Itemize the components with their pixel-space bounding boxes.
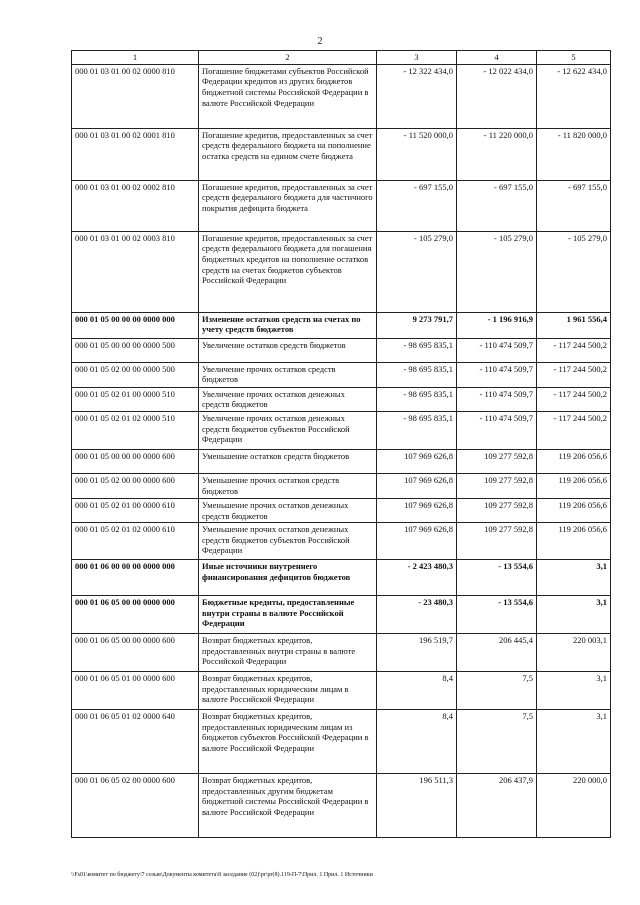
- name-cell: Погашение кредитов, предоставленных за счет средств федерального бюджета для погашения бюджетных кредитов на пополнение остатков средств на счетах бюджетов субъектов Российской Федерации: [199, 231, 377, 312]
- name-cell: Погашение бюджетами субъектов Российской Федерации кредитов из других бюджетов бюджетной системы Российской Федерации в валюте Российской Федерации: [199, 64, 377, 128]
- header-col-4: 4: [457, 51, 537, 65]
- value-2023-cell: - 13 554,6: [457, 560, 537, 596]
- value-2022-cell: 8,4: [377, 672, 457, 710]
- name-cell: Увеличение остатков средств бюджетов: [199, 338, 377, 362]
- header-col-3: 3: [377, 51, 457, 65]
- value-2023-cell: - 11 220 000,0: [457, 128, 537, 180]
- code-cell: 000 01 05 02 01 00 0000 610: [72, 498, 199, 522]
- header-col-1: 1: [72, 51, 199, 65]
- name-cell: Увеличение прочих остатков денежных средств бюджетов: [199, 387, 377, 411]
- table-row: [72, 498, 611, 522]
- value-2024-cell: - 697 155,0: [537, 180, 611, 231]
- name-cell: Уменьшение прочих остатков денежных средств бюджетов субъектов Российской Федерации: [199, 523, 377, 560]
- table-row: [72, 180, 611, 231]
- value-2023-cell: 109 277 592,8: [457, 498, 537, 522]
- table-row: [72, 449, 611, 473]
- table-row: [72, 312, 611, 338]
- code-cell: 000 01 05 02 00 00 0000 600: [72, 473, 199, 498]
- header-col-5: 5: [537, 51, 611, 65]
- table-row: [72, 596, 611, 634]
- header-col-2: 2: [199, 51, 377, 65]
- table-header-row: [72, 51, 611, 65]
- code-cell: 000 01 03 01 00 02 0003 810: [72, 231, 199, 312]
- table-row: [72, 231, 611, 312]
- value-2024-cell: 119 206 056,6: [537, 498, 611, 522]
- value-2022-cell: 9 273 791,7: [377, 312, 457, 338]
- table-row: [72, 387, 611, 411]
- name-cell: Увеличение прочих остатков денежных средств бюджетов субъектов Российской Федерации: [199, 411, 377, 449]
- value-2023-cell: - 110 474 509,7: [457, 338, 537, 362]
- value-2022-cell: 107 969 626,8: [377, 473, 457, 498]
- value-2023-cell: 206 445,4: [457, 634, 537, 672]
- value-2022-cell: - 98 695 835,1: [377, 411, 457, 449]
- value-2024-cell: - 117 244 500,2: [537, 338, 611, 362]
- value-2024-cell: 119 206 056,6: [537, 473, 611, 498]
- value-2024-cell: - 117 244 500,2: [537, 362, 611, 387]
- value-2022-cell: - 11 520 000,0: [377, 128, 457, 180]
- code-cell: 000 01 05 00 00 00 0000 600: [72, 449, 199, 473]
- value-2022-cell: 107 969 626,8: [377, 449, 457, 473]
- table-row: [72, 362, 611, 387]
- name-cell: Изменение остатков средств на счетах по учету средств бюджетов: [199, 312, 377, 338]
- value-2024-cell: - 117 244 500,2: [537, 411, 611, 449]
- value-2024-cell: 119 206 056,6: [537, 449, 611, 473]
- value-2024-cell: 3,1: [537, 560, 611, 596]
- value-2023-cell: 206 437,9: [457, 774, 537, 838]
- table-row: [72, 710, 611, 774]
- page-number: 2: [317, 36, 323, 47]
- value-2023-cell: 109 277 592,8: [457, 523, 537, 560]
- value-2023-cell: - 110 474 509,7: [457, 362, 537, 387]
- name-cell: Уменьшение прочих остатков средств бюджетов: [199, 473, 377, 498]
- code-cell: 000 01 06 05 01 02 0000 640: [72, 710, 199, 774]
- value-2023-cell: - 13 554,6: [457, 596, 537, 634]
- file-path-footer: \\Fs01\комитет по бюджету\7 созыв\Документы комитета\8 заседание (02)\pr\pr(8).119-П-7\Прил. 1 Прил. 1 Источники: [71, 872, 373, 878]
- value-2022-cell: - 2 423 480,3: [377, 560, 457, 596]
- code-cell: 000 01 06 00 00 00 0000 000: [72, 560, 199, 596]
- table-row: [72, 338, 611, 362]
- value-2024-cell: 3,1: [537, 710, 611, 774]
- value-2022-cell: - 98 695 835,1: [377, 338, 457, 362]
- name-cell: Возврат бюджетных кредитов, предоставленных другим бюджетам бюджетной системы Российской Федерации в валюте Российской Федерации: [199, 774, 377, 838]
- value-2022-cell: 196 511,3: [377, 774, 457, 838]
- value-2024-cell: - 11 820 000,0: [537, 128, 611, 180]
- value-2024-cell: 220 003,1: [537, 634, 611, 672]
- code-cell: 000 01 05 00 00 00 0000 500: [72, 338, 199, 362]
- value-2023-cell: 7,5: [457, 710, 537, 774]
- value-2022-cell: 107 969 626,8: [377, 498, 457, 522]
- value-2024-cell: 119 206 056,6: [537, 523, 611, 560]
- table-row: [72, 560, 611, 596]
- code-cell: 000 01 06 05 00 00 0000 600: [72, 634, 199, 672]
- value-2023-cell: - 12 022 434,0: [457, 64, 537, 128]
- value-2022-cell: - 12 322 434,0: [377, 64, 457, 128]
- table-row: [72, 672, 611, 710]
- value-2024-cell: - 12 622 434,0: [537, 64, 611, 128]
- table-row: [72, 64, 611, 128]
- table-row: [72, 128, 611, 180]
- value-2022-cell: 196 519,7: [377, 634, 457, 672]
- name-cell: Уменьшение остатков средств бюджетов: [199, 449, 377, 473]
- value-2023-cell: - 110 474 509,7: [457, 411, 537, 449]
- value-2023-cell: - 1 196 916,9: [457, 312, 537, 338]
- name-cell: Уменьшение прочих остатков денежных средств бюджетов: [199, 498, 377, 522]
- value-2024-cell: 220 000,0: [537, 774, 611, 838]
- value-2023-cell: 109 277 592,8: [457, 449, 537, 473]
- value-2022-cell: - 98 695 835,1: [377, 387, 457, 411]
- value-2023-cell: 7,5: [457, 672, 537, 710]
- value-2024-cell: 1 961 556,4: [537, 312, 611, 338]
- value-2022-cell: - 98 695 835,1: [377, 362, 457, 387]
- code-cell: 000 01 05 00 00 00 0000 000: [72, 312, 199, 338]
- value-2024-cell: - 105 279,0: [537, 231, 611, 312]
- code-cell: 000 01 05 02 00 00 0000 500: [72, 362, 199, 387]
- code-cell: 000 01 03 01 00 02 0000 810: [72, 64, 199, 128]
- code-cell: 000 01 06 05 01 00 0000 600: [72, 672, 199, 710]
- value-2023-cell: - 110 474 509,7: [457, 387, 537, 411]
- value-2024-cell: 3,1: [537, 596, 611, 634]
- value-2024-cell: 3,1: [537, 672, 611, 710]
- table-row: [72, 634, 611, 672]
- table-row: [72, 774, 611, 838]
- name-cell: Возврат бюджетных кредитов, предоставленных внутри страны в валюте Российской Федерации: [199, 634, 377, 672]
- value-2023-cell: 109 277 592,8: [457, 473, 537, 498]
- name-cell: Возврат бюджетных кредитов, предоставленных юридическим лицам в валюте Российской Федерации: [199, 672, 377, 710]
- table-row: [72, 523, 611, 560]
- name-cell: Увеличение прочих остатков средств бюджетов: [199, 362, 377, 387]
- sources-table: [71, 50, 611, 838]
- value-2022-cell: 107 969 626,8: [377, 523, 457, 560]
- value-2024-cell: - 117 244 500,2: [537, 387, 611, 411]
- value-2023-cell: - 105 279,0: [457, 231, 537, 312]
- name-cell: Погашение кредитов, предоставленных за счет средств федерального бюджета на пополнение остатка средств на едином счете бюджета: [199, 128, 377, 180]
- name-cell: Бюджетные кредиты, предоставленные внутри страны в валюте Российской Федерации: [199, 596, 377, 634]
- table-body: [72, 64, 611, 838]
- table-row: [72, 411, 611, 449]
- code-cell: 000 01 06 05 02 00 0000 600: [72, 774, 199, 838]
- name-cell: Возврат бюджетных кредитов, предоставленных юридическим лицам из бюджетов субъектов Российской Федерации в валюте Российской Федерации: [199, 710, 377, 774]
- value-2022-cell: - 105 279,0: [377, 231, 457, 312]
- code-cell: 000 01 03 01 00 02 0001 810: [72, 128, 199, 180]
- table-row: [72, 473, 611, 498]
- value-2023-cell: - 697 155,0: [457, 180, 537, 231]
- code-cell: 000 01 05 02 01 02 0000 510: [72, 411, 199, 449]
- code-cell: 000 01 05 02 01 00 0000 510: [72, 387, 199, 411]
- value-2022-cell: - 697 155,0: [377, 180, 457, 231]
- code-cell: 000 01 05 02 01 02 0000 610: [72, 523, 199, 560]
- name-cell: Погашение кредитов, предоставленных за счет средств федерального бюджета для частичного покрытия дефицита бюджета: [199, 180, 377, 231]
- code-cell: 000 01 03 01 00 02 0002 810: [72, 180, 199, 231]
- value-2022-cell: 8,4: [377, 710, 457, 774]
- name-cell: Иные источники внутреннего финансирования дефицитов бюджетов: [199, 560, 377, 596]
- code-cell: 000 01 06 05 00 00 0000 000: [72, 596, 199, 634]
- value-2022-cell: - 23 480,3: [377, 596, 457, 634]
